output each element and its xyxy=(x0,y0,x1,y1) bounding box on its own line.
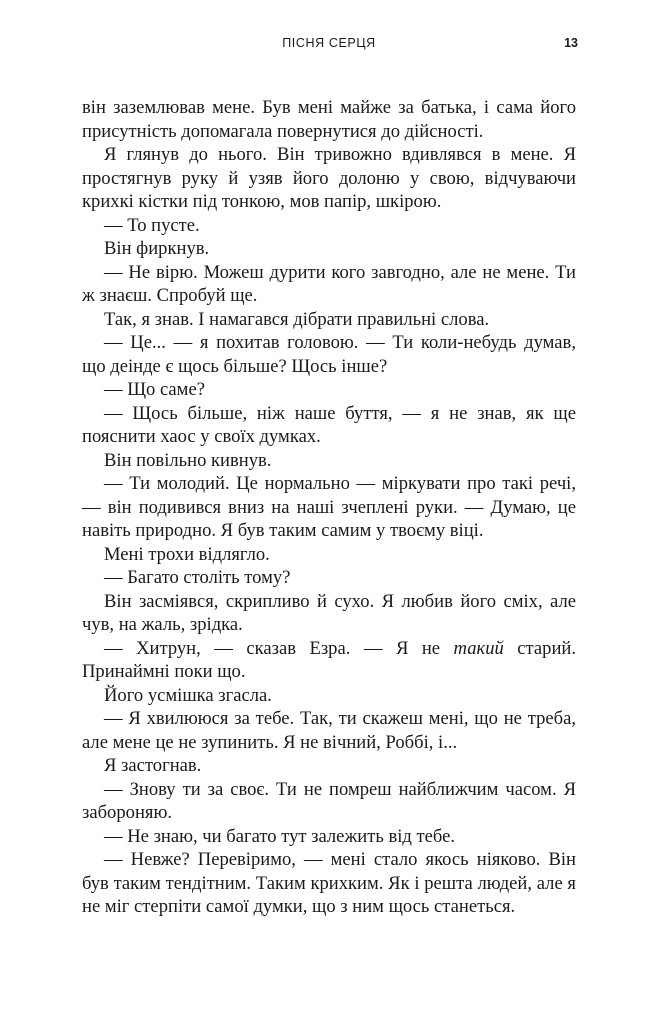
body-text xyxy=(82,96,576,919)
paragraph: Я глянув до нього. Він тривожно вдивлявся в мене. Я простягнув руку й узяв його долоню у свою, відчуваючи крихкі кістки під тонкою, мов папір, шкірою. xyxy=(82,144,576,212)
paragraph: Він фиркнув. xyxy=(104,238,210,259)
paragraph: — Я хвилююся за тебе. Так, ти скажеш мені, що не треба, але мене це не зупинить. Я не вічний, Роббі, і... xyxy=(82,708,576,753)
paragraph: Мені трохи відлягло. xyxy=(104,543,270,565)
paragraph: — Щось більше, ніж наше буття, — я не знав, як ще пояснити хаос у своїх думках. xyxy=(82,402,576,447)
paragraph: — Не вірю. Можеш дурити кого завгодно, але не мене. Ти ж знаєш. Спробуй ще. xyxy=(82,261,576,306)
dialogue-text: — Хитрун, — сказав Езра. — Я не xyxy=(104,637,454,659)
paragraph: Так, я знав. І намагався дібрати правильні слова. xyxy=(104,308,490,330)
paragraph: Я застогнав. xyxy=(104,755,202,776)
running-title: ПІСНЯ СЕРЦЯ xyxy=(282,36,376,50)
paragraph: він заземлював мене. Був мені майже за батька, і сама його присутність допомагала повернутися до дійсності. xyxy=(82,97,576,142)
page-number: 13 xyxy=(564,36,578,50)
paragraph: Він засміявся, скрипливо й сухо. Я любив його сміх, але чув, на жаль, зрідка. xyxy=(82,590,576,635)
paragraph: Його усмішка згасла. xyxy=(104,684,272,706)
paragraph: — Знову ти за своє. Ти не помреш найближчим часом. Я забороняю. xyxy=(82,778,576,823)
paragraph xyxy=(82,637,576,684)
paragraph: — Це... — я похитав головою. — Ти коли-небудь думав, що деінде є щось більше? Щось інше? xyxy=(82,332,576,377)
dialogue-text: старий. Принаймні поки що. xyxy=(82,637,576,682)
paragraph: — Ти молодий. Це нормально — міркувати про такі речі, — він подивився вниз на наші зчеплені руки. — Думаю, це навіть природно. Я був таким самим у твоєму віці. xyxy=(82,473,576,541)
paragraph: — Не знаю, чи багато тут залежить від тебе. xyxy=(104,825,456,847)
paragraph: — Невже? Перевіримо, — мені стало якось ніяково. Він був таким тендітним. Таким крихким. Як і решта людей, але я не міг стерпіти самої думки, що з ним щось станеться. xyxy=(82,849,576,917)
emphasis: такий xyxy=(453,637,504,659)
paragraph: Він повільно кивнув. xyxy=(104,449,272,471)
paragraph: — Багато століть тому? xyxy=(104,567,291,588)
paragraph: — Що саме? xyxy=(104,379,205,400)
running-header xyxy=(0,36,658,52)
paragraph: — То пусте. xyxy=(104,214,200,236)
